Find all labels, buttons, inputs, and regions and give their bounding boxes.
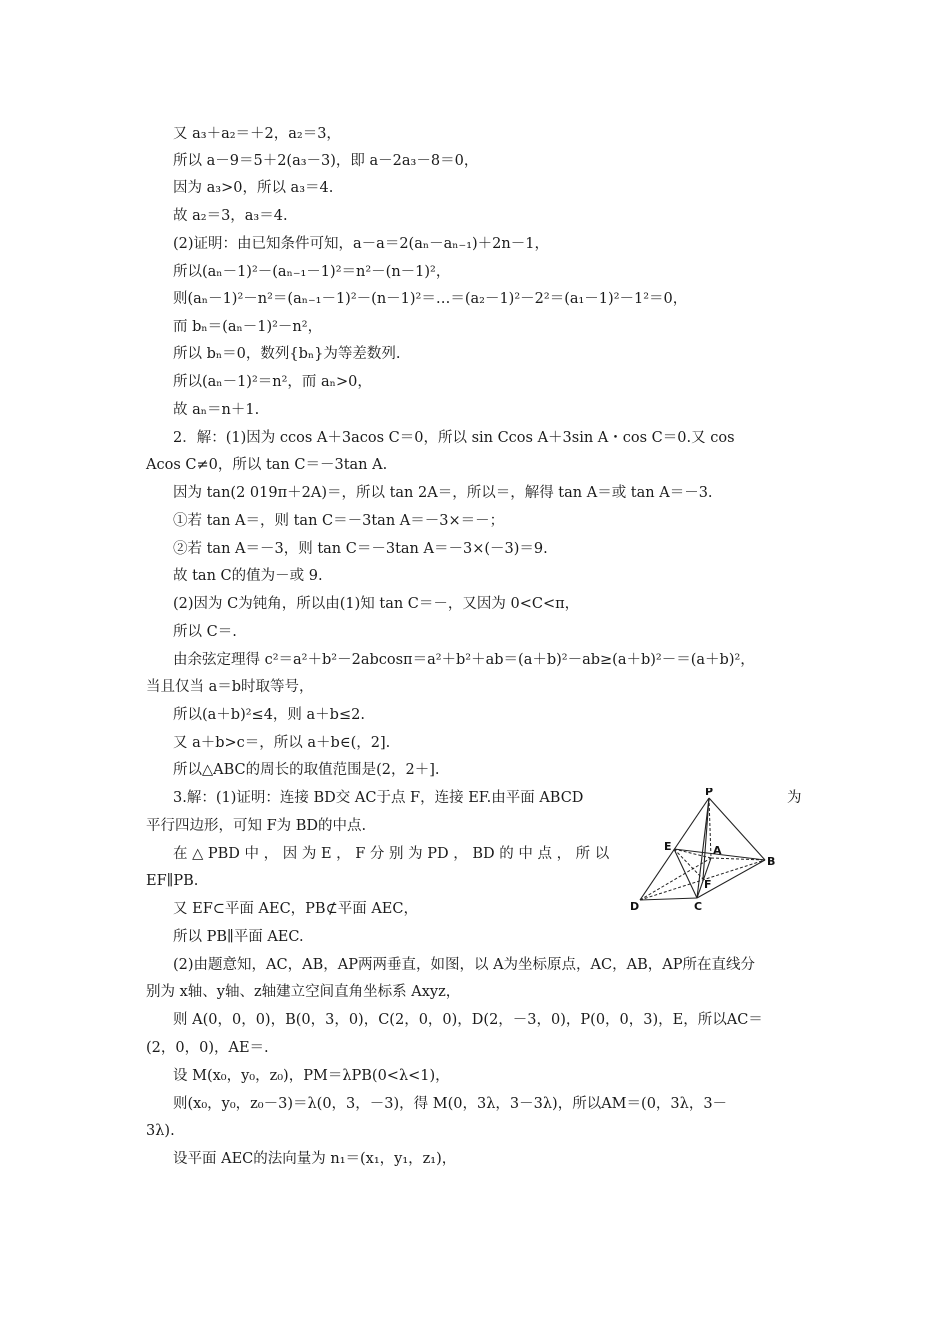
text-line: 所以 a－9＝5＋2(a₃－3)，即 a－2a₃－8＝0， [173, 153, 479, 169]
edge-DA [640, 858, 711, 900]
label-E: E [664, 840, 672, 853]
text-line: 所以 bₙ＝0，数列{bₙ}为等差数列. [173, 346, 401, 362]
text-line: 所以(a＋b)²≤4，则 a＋b≤2. [173, 707, 365, 723]
text-line: (2)证明：由已知条件可知，a－a＝2(aₙ－aₙ₋₁)＋2n－1， [173, 236, 549, 252]
text-line: EF∥PB. [146, 873, 199, 889]
text-line: 又 a₃＋a₂＝＋2，a₂＝3， [173, 126, 341, 142]
label-A: A [713, 844, 722, 857]
edge-DB [640, 860, 765, 900]
text-line: 所以(aₙ－1)²－(aₙ₋₁－1)²＝n²－(n－1)²， [173, 264, 451, 280]
text-line: 又 EF⊂平面 AEC，PB⊄平面 AEC， [173, 901, 418, 917]
text-line: 故 tan C的值为－或 9. [173, 568, 323, 584]
text-line: ②若 tan A＝－3，则 tan C＝－3tan A＝－3×(－3)＝9. [173, 541, 548, 557]
text-line: 故 aₙ＝n＋1. [173, 402, 260, 418]
label-B: B [767, 855, 776, 868]
edge-EF [674, 849, 703, 879]
text-line: 则 A(0，0，0)，B(0，3，0)，C(2，0，0)，D(2，－3，0)，P(0，0，3)，E，所以AC＝ [173, 1012, 763, 1028]
text-line: 3.解：(1)证明：连接 BD交 AC于点 F，连接 EF.由平面 ABCD [173, 790, 584, 806]
label-F: F [704, 878, 712, 891]
text-line: 则(x₀，y₀，z₀－3)＝λ(0，3，－3)，得 M(0，3λ，3－3λ)，所以AM＝(0，3λ，3－ [173, 1096, 728, 1112]
text-line: 别为 x轴、y轴、z轴建立空间直角坐标系 Axyz， [146, 984, 461, 1000]
text-line: 则(aₙ－1)²－n²＝(aₙ₋₁－1)²－(n－1)²＝…＝(a₂－1)²－2²＝(a₁－1)²－1²＝0， [173, 291, 688, 307]
label-P: P [705, 788, 714, 798]
text-line: 所以 PB∥平面 AEC. [173, 929, 304, 945]
text-line: 为 [787, 790, 802, 806]
edge-DC [640, 898, 697, 900]
text-line: 由余弦定理得 c²＝a²＋b²－2abcosπ＝a²＋b²＋ab＝(a＋b)²－ab≥(a＋b)²－＝(a＋b)²， [173, 652, 755, 668]
edge-PA [709, 798, 711, 858]
text-line: 而 bₙ＝(aₙ－1)²－n²， [173, 319, 323, 335]
text-line: 所以 C＝. [173, 624, 237, 640]
pyramid-diagram [622, 788, 822, 913]
text-line: 所以(aₙ－1)²＝n²，而 aₙ>0， [173, 374, 372, 390]
text-line: 设平面 AEC的法向量为 n₁＝(x₁，y₁，z₁)， [173, 1151, 457, 1167]
text-line: 在 △ PBD 中 ， 因 为 E ， F 分 别 为 PD ， BD 的 中 点 ， 所 以 [173, 846, 610, 862]
text-line: 平行四边形，可知 F为 BD的中点. [146, 818, 367, 834]
text-line: (2)因为 C为钝角，所以由(1)知 tan C＝－，又因为 0<C<π， [173, 596, 580, 612]
label-C: C [694, 900, 703, 913]
text-line: ①若 tan A＝，则 tan C＝－3tan A＝－3×＝－； [173, 513, 505, 529]
pyramid-figure [622, 788, 822, 913]
label-D: D [630, 900, 640, 913]
text-line: 故 a₂＝3，a₃＝4. [173, 208, 288, 224]
text-line: Acos C≠0，所以 tan C＝－3tan A. [146, 457, 388, 473]
text-line: 2．解：(1)因为 ccos A＋3acos C＝0，所以 sin Ccos A＋3sin A・cos C＝0.又 cos [173, 430, 735, 446]
text-line: 因为 a₃>0，所以 a₃＝4. [173, 180, 334, 196]
text-line: (2，0，0)，AE＝. [146, 1040, 269, 1056]
text-line: 3λ). [146, 1123, 175, 1139]
text-line: 设 M(x₀，y₀，z₀)，PM＝λPB(0<λ<1)， [173, 1068, 450, 1084]
text-line: 因为 tan(2 019π＋2A)＝，所以 tan 2A＝，所以＝，解得 tan A＝或 tan A＝－3. [173, 485, 713, 501]
text-line: 所以△ABC的周长的取值范围是(2，2＋]. [173, 762, 440, 778]
text-line: 又 a＋b>c＝，所以 a＋b∈(，2]. [173, 735, 391, 751]
text-line: 当且仅当 a＝b时取等号， [146, 679, 314, 695]
text-line: (2)由题意知，AC，AB，AP两两垂直，如图，以 A为坐标原点，AC，AB，AP所在直线分 [173, 957, 755, 973]
